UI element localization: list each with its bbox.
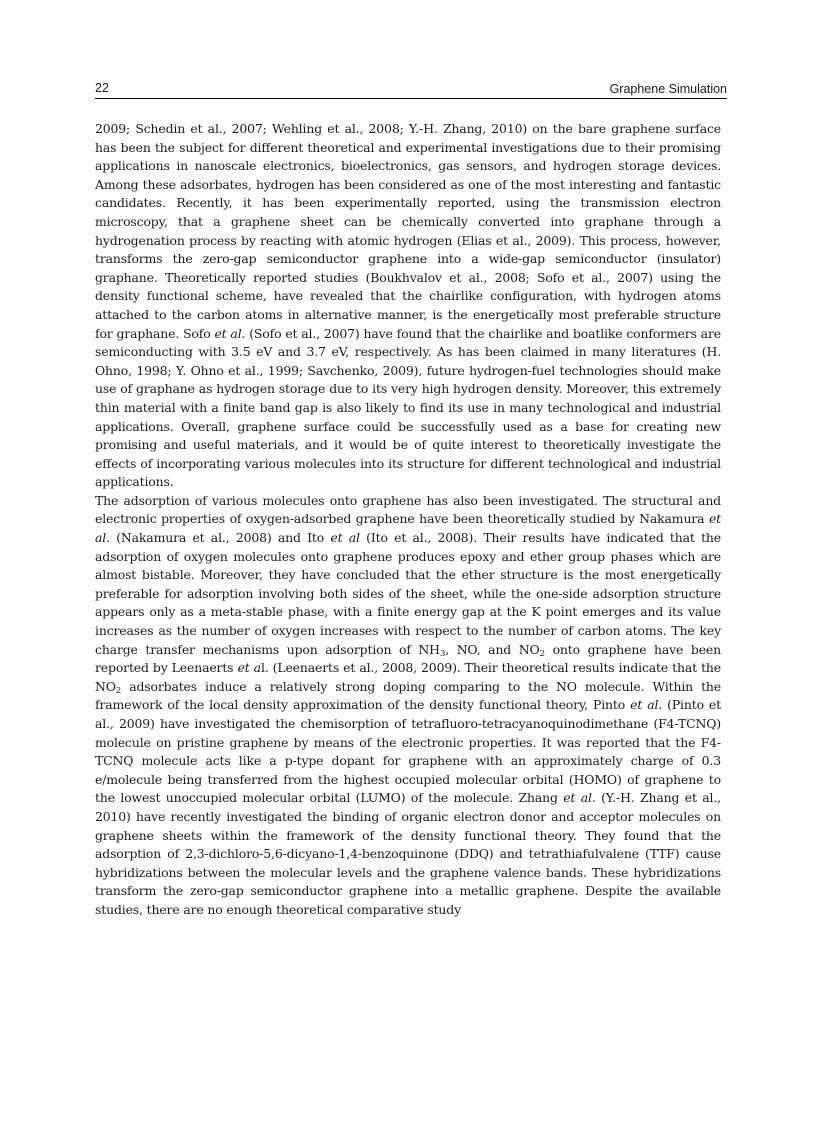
running-title: Graphene Simulation — [609, 82, 727, 96]
body-text — [95, 120, 721, 920]
italic-text: et a — [237, 660, 261, 676]
subscript: 3 — [439, 648, 446, 659]
italic-text: et al. — [563, 790, 596, 806]
italic-text: et al. — [214, 325, 246, 341]
text-run: adsorbates induce a relatively strong doping comparing to the NO molecule. Within the framework of the local density approximation of the density functional theory, Pinto — [95, 678, 721, 713]
text-run: 2009; Schedin et al., 2007; Wehling et al., 2008; Y.-H. Zhang, 2010) on the bare graphene surface has been the subject for different theoretical and experimental investigations due to their promising applications in nanoscale electronics, bioelectronics, gas sensors, and hydrogen storage devices. Among these adsorbates, hydrogen has been considered as one of the most interesting and fantastic candidates. Recently, it has been experimentally reported, using the transmission electron microscopy, that a graphene sheet can be chemically converted into graphane through a hydrogenation process by reacting with atomic hydrogen (Elias et al., 2009). This process, however, transforms the zero-gap semiconductor graphene into a wide-gap semiconductor (insulator) graphane. Theoretically reported studies (Boukhvalov et al., 2008; Sofo et al., 2007) using the density functional scheme, have revealed that the chairlike configuration, with hydrogen atoms attached to the carbon atoms in alternative manner, is the energetically most preferable structure for graphane. Sofo — [95, 121, 721, 341]
subscript: 2 — [539, 648, 545, 659]
text-run: l. (Leenaerts et al., 2008, 2009). Their theoretical results indicate that the NO — [95, 660, 721, 694]
text-run: (Sofo et al., 2007) have found that the chairlike and boatlike conformers are semiconducting with 3.5 eV and 3.7 eV, respectively. As has been claimed in many literatures (H. Ohno, 1998; Y. Ohno et al., 1999; Savchenko, 2009), future hydrogen-fuel technologies should make use of graphane as hydrogen storage due to its very high hydrogen density. Moreover, this extremely thin material with a finite band gap is also likely to find its use in many technological and industrial applications. Overall, graphene surface could be successfully used as a base for creating new promising and useful materials, and it would be of quite interest to theoretically investigate the effects of incorporating various molecules into its structure for different technological and industrial applications. — [95, 325, 721, 490]
paragraph — [95, 120, 721, 492]
text-run: onto graphene have been reported by Leenaerts — [95, 641, 721, 676]
text-run: (Y.-H. Zhang et al., 2010) have recently investigated the binding of organic electron donor and acceptor molecules on graphene sheets within the framework of the density functional theory. They found that the adsorption of 2,3-dichloro-5,6-dicyano-1,4-benzoquinone (DDQ) and tetrathiafulvalene (TTF) cause hybridizations between the molecular levels and the graphene valence bands. These hybridizations transform the zero-gap semiconductor graphene into a metallic graphene. Despite the available studies, there are no enough theoretical comparative study — [95, 790, 721, 917]
text-run: , NO, and NO — [445, 641, 540, 657]
page-number: 22 — [95, 81, 109, 95]
text-run: The adsorption of various molecules onto graphene has also been investigated. The structural and electronic properties of oxygen-adsorbed graphene have been theoretically studied by Nakamura — [95, 492, 721, 527]
page-header — [95, 80, 727, 99]
italic-text: et al. — [630, 697, 663, 713]
italic-text: et al. — [95, 511, 721, 546]
text-run: (Pinto et al., 2009) have investigated the chemisorption of tetrafluoro-tetracyanoquinodimethane (F4-TCNQ) molecule on pristine graphene by means of the electronic properties. It was reported that the F4-TCNQ molecule acts like a p-type dopant for graphene with an approximately charge of 0.3 e/molecule being transferred from the highest occupied molecular orbital (HOMO) of graphene to the lowest unoccupied molecular orbital (LUMO) of the molecule. Zhang — [95, 697, 721, 806]
paragraph — [95, 492, 721, 920]
text-run: (Nakamura et al., 2008) and Ito — [109, 530, 331, 546]
subscript: 2 — [115, 685, 122, 696]
italic-text: et al — [330, 530, 360, 546]
text-run: (Ito et al., 2008). Their results have indicated that the adsorption of oxygen molecules onto graphene produces epoxy and ether group phases which are almost bistable. Moreover, they have concluded that the ether structure is the most energetically preferable for adsorption involving both sides of the sheet, while the one-side adsorption structure appears only as a meta-stable phase, with a finite energy gap at the K point emerges and its value increases as the number of oxygen increases with respect to the number of carbon atoms. The key charge transfer mechanisms upon adsorption of NH — [95, 530, 721, 657]
